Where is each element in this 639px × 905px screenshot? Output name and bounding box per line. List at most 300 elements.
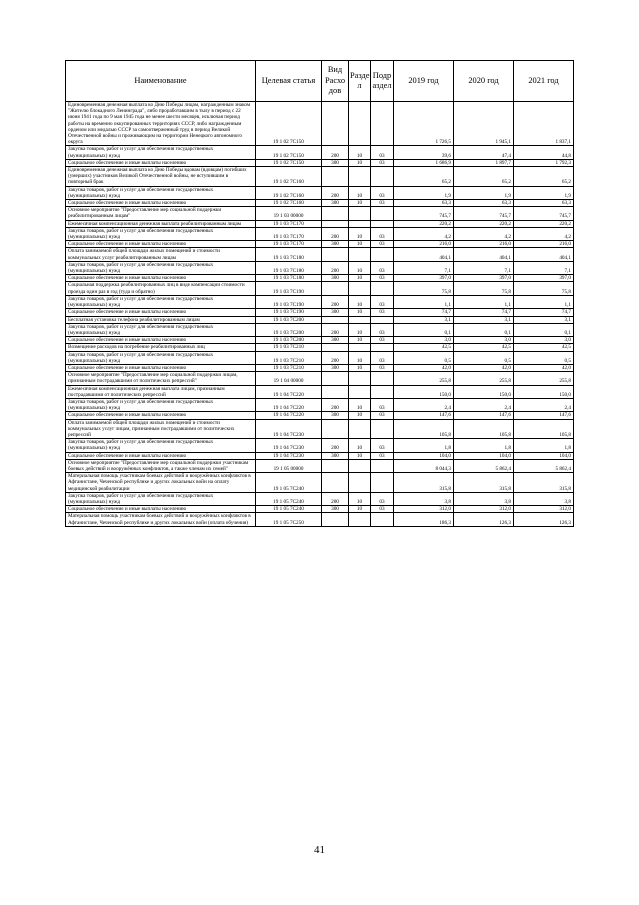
cell-subsection	[371, 372, 394, 385]
cell-2021: 220,2	[514, 220, 574, 227]
table-row	[66, 146, 574, 159]
cell-subsection	[371, 102, 394, 146]
cell-2019: 1,8	[394, 439, 454, 452]
table-row	[66, 167, 574, 187]
cell-target-article: 19 1 02 7С160	[256, 167, 322, 187]
cell-section: 10	[349, 351, 371, 364]
cell-section	[349, 473, 371, 493]
cell-2019: 312,0	[394, 506, 454, 513]
cell-2020: 104,0	[454, 452, 514, 459]
cell-section: 10	[349, 241, 371, 248]
cell-section: 10	[349, 492, 371, 505]
table-row	[66, 207, 574, 220]
cell-section	[349, 513, 371, 526]
cell-2019: 404,1	[394, 248, 454, 261]
cell-subsection: 03	[371, 261, 394, 274]
table-row	[66, 439, 574, 452]
cell-section	[349, 167, 371, 187]
cell-subsection: 03	[371, 159, 394, 166]
cell-expense-type: 300	[322, 364, 349, 371]
cell-2020: 1,8	[454, 439, 514, 452]
cell-name: Основное мероприятие "Предоставление мер социальной поддержки лицам, признанным пострадавшими от политических репрессий"	[66, 372, 256, 385]
cell-name: Единовременная денежная выплата ко Дню Победы вдовам (вдовцам) погибших (умерших) участников Великой Отечественной войны, не вступившим в повторный брак	[66, 167, 256, 187]
cell-subsection	[371, 344, 394, 351]
table-row	[66, 398, 574, 411]
cell-name: Закупка товаров, работ и услуг для обеспечения государственных (муниципальных) нужд	[66, 186, 256, 199]
cell-2020: 745,7	[454, 207, 514, 220]
cell-2019: 186,3	[394, 513, 454, 526]
cell-subsection: 03	[371, 412, 394, 419]
cell-expense-type	[322, 102, 349, 146]
cell-target-article: 19 1 05 7С250	[256, 513, 322, 526]
cell-2020: 255,8	[454, 372, 514, 385]
cell-name: Социальное обеспечение и иные выплаты населению	[66, 200, 256, 207]
cell-2021: 3,8	[514, 492, 574, 505]
cell-2020: 1,1	[454, 295, 514, 308]
cell-2019: 216,0	[394, 241, 454, 248]
cell-name: Социальное обеспечение и иные выплаты населению	[66, 452, 256, 459]
cell-2019: 42,0	[394, 364, 454, 371]
cell-name: Закупка товаров, работ и услуг для обеспечения государственных (муниципальных) нужд	[66, 398, 256, 411]
table-row	[66, 102, 574, 146]
table-row	[66, 220, 574, 227]
cell-2021: 7,1	[514, 261, 574, 274]
cell-2021: 1 837,1	[514, 102, 574, 146]
cell-subsection: 03	[371, 452, 394, 459]
cell-2020: 42,5	[454, 344, 514, 351]
cell-2019: 255,8	[394, 372, 454, 385]
table-row	[66, 412, 574, 419]
cell-target-article: 19 1 03 00000	[256, 207, 322, 220]
cell-2019: 147,6	[394, 412, 454, 419]
cell-2021: 1 792,3	[514, 159, 574, 166]
cell-expense-type	[322, 513, 349, 526]
cell-target-article: 19 1 02 7С160	[256, 186, 322, 199]
cell-subsection	[371, 282, 394, 295]
cell-subsection	[371, 385, 394, 398]
cell-2019: 397,0	[394, 275, 454, 282]
cell-name: Закупка товаров, работ и услуг для обеспечения государственных (муниципальных) нужд	[66, 261, 256, 274]
table-header	[66, 61, 574, 102]
table-row	[66, 186, 574, 199]
cell-section	[349, 248, 371, 261]
cell-2021: 75,8	[514, 282, 574, 295]
cell-2019: 75,8	[394, 282, 454, 295]
cell-subsection: 03	[371, 200, 394, 207]
cell-subsection: 03	[371, 241, 394, 248]
cell-2021: 404,1	[514, 248, 574, 261]
cell-expense-type	[322, 167, 349, 187]
header-expense-type: Вид Расхо дов	[322, 61, 349, 102]
cell-2020: 0,5	[454, 351, 514, 364]
cell-2020: 75,8	[454, 282, 514, 295]
table-row	[66, 419, 574, 439]
cell-section	[349, 316, 371, 323]
cell-name: Социальное обеспечение и иные выплаты населению	[66, 241, 256, 248]
cell-target-article: 19 1 03 7С170	[256, 241, 322, 248]
cell-target-article: 19 1 05 00000	[256, 459, 322, 472]
cell-2020: 404,1	[454, 248, 514, 261]
cell-subsection: 03	[371, 351, 394, 364]
cell-2020: 312,0	[454, 506, 514, 513]
cell-target-article: 19 1 03 7С210	[256, 364, 322, 371]
cell-2019: 39,6	[394, 146, 454, 159]
cell-section	[349, 220, 371, 227]
table-row	[66, 227, 574, 240]
table-row	[66, 372, 574, 385]
cell-name: Бесплатная установка телефона реабилитированным лицам	[66, 316, 256, 323]
cell-target-article: 19 1 03 7С170	[256, 227, 322, 240]
cell-subsection: 03	[371, 323, 394, 336]
cell-name: Материальная помощь участникам боевых действий и вооружённых конфликтов в Афганистане, Чеченской республике и других локальных войн на оплату медицинской реабилитации	[66, 473, 256, 493]
cell-2020: 220,2	[454, 220, 514, 227]
cell-target-article: 19 1 04 7С230	[256, 439, 322, 452]
cell-target-article: 19 1 04 7С230	[256, 452, 322, 459]
cell-2019: 42,5	[394, 344, 454, 351]
cell-expense-type: 200	[322, 492, 349, 505]
cell-target-article: 19 1 05 7С240	[256, 492, 322, 505]
cell-expense-type: 200	[322, 323, 349, 336]
cell-name: Закупка товаров, работ и услуг для обеспечения государственных (муниципальных) нужд	[66, 351, 256, 364]
cell-2020: 65,2	[454, 167, 514, 187]
cell-2021: 0,1	[514, 323, 574, 336]
cell-2019: 1,9	[394, 186, 454, 199]
cell-2020: 315,8	[454, 473, 514, 493]
cell-2019: 74,7	[394, 309, 454, 316]
header-name: Наименование	[66, 61, 256, 102]
cell-2019: 104,0	[394, 452, 454, 459]
table-row	[66, 452, 574, 459]
table-row	[66, 309, 574, 316]
cell-subsection: 03	[371, 398, 394, 411]
cell-subsection: 03	[371, 309, 394, 316]
cell-2021: 5 862,4	[514, 459, 574, 472]
cell-section: 10	[349, 337, 371, 344]
table-row	[66, 337, 574, 344]
cell-name: Основное мероприятие "Предоставление мер социальной поддержки участникам боевых действий и вооружённых конфликтов, а также членам их семей"	[66, 459, 256, 472]
cell-2019: 3,8	[394, 492, 454, 505]
cell-target-article: 19 1 03 7С210	[256, 351, 322, 364]
cell-2021: 3,1	[514, 316, 574, 323]
cell-2019: 1 686,9	[394, 159, 454, 166]
cell-subsection: 03	[371, 275, 394, 282]
table-row	[66, 364, 574, 371]
cell-2021: 0,5	[514, 351, 574, 364]
table-row	[66, 344, 574, 351]
cell-subsection	[371, 473, 394, 493]
cell-subsection: 03	[371, 295, 394, 308]
cell-subsection	[371, 459, 394, 472]
cell-2021: 2,4	[514, 398, 574, 411]
cell-target-article: 19 1 03 7С190	[256, 282, 322, 295]
header-subsection: Подр аздел	[371, 61, 394, 102]
cell-name: Единовременная денежная выплата ко Дню Победы лицам, награжденным знаком "Жителю блокадного Ленинграда", либо проработавшим в тылу в период с 22 июня 1941 года по 9 мая 1945 года не менее шести месяцев, исключая период работы на временно оккупированных территориях СССР, либо награжденным орденом или медалью СССР за самоотверженный труд в период Великой Отечественной войны и проживающим на территории Ненецкого автономного округа	[66, 102, 256, 146]
cell-target-article: 19 1 03 7С190	[256, 309, 322, 316]
cell-name: Закупка товаров, работ и услуг для обеспечения государственных (муниципальных) нужд	[66, 323, 256, 336]
cell-2019: 150,0	[394, 385, 454, 398]
cell-2020: 216,0	[454, 241, 514, 248]
cell-expense-type: 300	[322, 200, 349, 207]
table-row	[66, 275, 574, 282]
cell-name: Закупка товаров, работ и услуг для обеспечения государственных (муниципальных) нужд	[66, 492, 256, 505]
cell-name: Основное мероприятие "Предоставление мер социальной поддержки реабилитированным лицам"	[66, 207, 256, 220]
cell-section: 10	[349, 146, 371, 159]
cell-2021: 104,0	[514, 452, 574, 459]
page-number: 41	[314, 844, 325, 856]
table-row	[66, 248, 574, 261]
cell-section: 10	[349, 323, 371, 336]
cell-2019: 0,5	[394, 351, 454, 364]
table-row	[66, 241, 574, 248]
cell-2019: 7,1	[394, 261, 454, 274]
cell-subsection	[371, 167, 394, 187]
cell-2020: 105,8	[454, 419, 514, 439]
cell-subsection	[371, 316, 394, 323]
cell-2019: 4,2	[394, 227, 454, 240]
cell-name: Оплата занимаемой общей площади жилых помещений и стоимости коммунальных услуг лицам, признанным пострадавшими от политических репрессий	[66, 419, 256, 439]
cell-section	[349, 344, 371, 351]
table-row	[66, 282, 574, 295]
cell-name: Ежемесячная компенсационная денежная выплата лицам, признанным пострадавшими от политических репрессий	[66, 385, 256, 398]
cell-subsection: 03	[371, 439, 394, 452]
table-row	[66, 159, 574, 166]
cell-expense-type: 200	[322, 398, 349, 411]
cell-2021: 1,1	[514, 295, 574, 308]
header-year-2019: 2019 год	[394, 61, 454, 102]
cell-target-article: 19 1 02 7С150	[256, 159, 322, 166]
table-body	[66, 102, 574, 527]
cell-expense-type: 200	[322, 261, 349, 274]
table-row	[66, 459, 574, 472]
cell-target-article: 19 1 03 7С200	[256, 337, 322, 344]
cell-expense-type	[322, 207, 349, 220]
cell-expense-type: 300	[322, 241, 349, 248]
cell-section: 10	[349, 309, 371, 316]
cell-expense-type: 300	[322, 275, 349, 282]
cell-section	[349, 207, 371, 220]
table-row	[66, 385, 574, 398]
cell-target-article: 19 1 05 7С240	[256, 473, 322, 493]
cell-name: Ежемесячная компенсационная денежная выплата реабилитированным лицам	[66, 220, 256, 227]
cell-subsection: 03	[371, 146, 394, 159]
cell-name: Закупка товаров, работ и услуг для обеспечения государственных (муниципальных) нужд	[66, 146, 256, 159]
cell-target-article: 19 1 03 7С170	[256, 220, 322, 227]
cell-2020: 150,0	[454, 385, 514, 398]
cell-name: Закупка товаров, работ и услуг для обеспечения государственных (муниципальных) нужд	[66, 227, 256, 240]
cell-expense-type: 300	[322, 506, 349, 513]
cell-target-article: 19 1 04 7С230	[256, 419, 322, 439]
cell-target-article: 19 1 04 7С220	[256, 385, 322, 398]
cell-expense-type	[322, 459, 349, 472]
cell-2020: 47,4	[454, 146, 514, 159]
cell-section	[349, 385, 371, 398]
table-row	[66, 200, 574, 207]
header-section: Разде л	[349, 61, 371, 102]
cell-expense-type: 200	[322, 439, 349, 452]
cell-target-article: 19 1 03 7С190	[256, 295, 322, 308]
budget-table	[65, 60, 574, 527]
cell-2021: 150,0	[514, 385, 574, 398]
cell-expense-type: 200	[322, 351, 349, 364]
cell-2021: 4,2	[514, 227, 574, 240]
cell-expense-type: 300	[322, 159, 349, 166]
table-row	[66, 351, 574, 364]
cell-target-article: 19 1 02 7С150	[256, 146, 322, 159]
cell-target-article: 19 1 03 7С180	[256, 248, 322, 261]
cell-2021: 216,0	[514, 241, 574, 248]
cell-subsection: 03	[371, 492, 394, 505]
cell-expense-type	[322, 385, 349, 398]
cell-2021: 315,8	[514, 473, 574, 493]
cell-2020: 1,9	[454, 186, 514, 199]
cell-2021: 105,8	[514, 419, 574, 439]
cell-target-article: 19 1 04 7С220	[256, 398, 322, 411]
cell-section: 10	[349, 506, 371, 513]
cell-expense-type	[322, 372, 349, 385]
cell-target-article: 19 1 03 7С200	[256, 323, 322, 336]
cell-section: 10	[349, 452, 371, 459]
cell-2020: 3,0	[454, 337, 514, 344]
cell-section: 10	[349, 159, 371, 166]
cell-section: 10	[349, 261, 371, 274]
cell-2021: 312,0	[514, 506, 574, 513]
cell-2020: 126,3	[454, 513, 514, 526]
header-row	[66, 61, 574, 102]
cell-name: Закупка товаров, работ и услуг для обеспечения государственных (муниципальных) нужд	[66, 439, 256, 452]
cell-2021: 147,6	[514, 412, 574, 419]
cell-expense-type: 200	[322, 295, 349, 308]
cell-target-article: 19 1 05 7С240	[256, 506, 322, 513]
cell-section	[349, 372, 371, 385]
cell-section: 10	[349, 227, 371, 240]
cell-2019: 220,2	[394, 220, 454, 227]
cell-2019: 3,1	[394, 316, 454, 323]
cell-subsection	[371, 248, 394, 261]
table-row	[66, 316, 574, 323]
cell-2020: 5 862,4	[454, 459, 514, 472]
cell-section: 10	[349, 200, 371, 207]
cell-section: 10	[349, 275, 371, 282]
cell-expense-type	[322, 473, 349, 493]
cell-2020: 1 897,7	[454, 159, 514, 166]
cell-target-article: 19 1 02 7С150	[256, 102, 322, 146]
cell-2019: 2,4	[394, 398, 454, 411]
table-row	[66, 261, 574, 274]
cell-name: Закупка товаров, работ и услуг для обеспечения государственных (муниципальных) нужд	[66, 295, 256, 308]
cell-section: 10	[349, 412, 371, 419]
cell-subsection	[371, 220, 394, 227]
cell-name: Социальное обеспечение и иные выплаты населению	[66, 364, 256, 371]
cell-subsection: 03	[371, 506, 394, 513]
cell-expense-type: 200	[322, 227, 349, 240]
cell-2020: 397,0	[454, 275, 514, 282]
cell-name: Социальное обеспечение и иные выплаты населению	[66, 337, 256, 344]
cell-2021: 44,8	[514, 146, 574, 159]
cell-subsection	[371, 207, 394, 220]
cell-expense-type	[322, 248, 349, 261]
cell-2020: 2,4	[454, 398, 514, 411]
cell-2021: 74,7	[514, 309, 574, 316]
cell-2021: 63,3	[514, 200, 574, 207]
cell-section: 10	[349, 186, 371, 199]
cell-target-article: 19 1 03 7С210	[256, 344, 322, 351]
cell-2021: 397,0	[514, 275, 574, 282]
cell-2019: 8 044,3	[394, 459, 454, 472]
cell-expense-type: 300	[322, 337, 349, 344]
cell-2019: 63,3	[394, 200, 454, 207]
cell-expense-type: 300	[322, 452, 349, 459]
cell-target-article: 19 1 03 7С200	[256, 316, 322, 323]
cell-2020: 42,0	[454, 364, 514, 371]
cell-name: Возмещение расходов на погребение реабилитированных лиц	[66, 344, 256, 351]
cell-subsection	[371, 419, 394, 439]
cell-name: Социальное обеспечение и иные выплаты населению	[66, 159, 256, 166]
cell-subsection: 03	[371, 337, 394, 344]
table-row	[66, 323, 574, 336]
cell-2020: 4,2	[454, 227, 514, 240]
cell-2020: 7,1	[454, 261, 514, 274]
cell-section	[349, 282, 371, 295]
cell-2021: 1,9	[514, 186, 574, 199]
cell-2020: 0,1	[454, 323, 514, 336]
cell-2021: 255,8	[514, 372, 574, 385]
cell-2020: 1 945,1	[454, 102, 514, 146]
cell-section: 10	[349, 439, 371, 452]
cell-name: Социальная поддержка реабилитированных лиц в виде компенсации стоимости проезда один раз в год (туда и обратно)	[66, 282, 256, 295]
cell-2021: 3,0	[514, 337, 574, 344]
cell-2021: 65,2	[514, 167, 574, 187]
cell-subsection: 03	[371, 227, 394, 240]
cell-subsection	[371, 513, 394, 526]
cell-2019: 745,7	[394, 207, 454, 220]
table-row	[66, 473, 574, 493]
header-year-2021: 2021 год	[514, 61, 574, 102]
cell-2021: 42,5	[514, 344, 574, 351]
cell-2021: 1,8	[514, 439, 574, 452]
cell-expense-type	[322, 316, 349, 323]
cell-name: Материальная помощь участникам боевых действий и вооружённых конфликтов в Афганистане, Чеченской республике и других локальных войн (оплата обучения)	[66, 513, 256, 526]
cell-section: 10	[349, 398, 371, 411]
cell-2021: 126,3	[514, 513, 574, 526]
cell-target-article: 19 1 04 00000	[256, 372, 322, 385]
cell-target-article: 19 1 02 7С160	[256, 200, 322, 207]
cell-name: Социальное обеспечение и иные выплаты населению	[66, 506, 256, 513]
cell-target-article: 19 1 04 7С220	[256, 412, 322, 419]
cell-expense-type: 200	[322, 146, 349, 159]
cell-2020: 147,6	[454, 412, 514, 419]
cell-2019: 315,8	[394, 473, 454, 493]
cell-section	[349, 102, 371, 146]
cell-expense-type	[322, 220, 349, 227]
cell-2021: 745,7	[514, 207, 574, 220]
table-row	[66, 492, 574, 505]
cell-target-article: 19 1 03 7С180	[256, 261, 322, 274]
cell-name: Социальное обеспечение и иные выплаты населению	[66, 275, 256, 282]
cell-2019: 3,0	[394, 337, 454, 344]
cell-expense-type	[322, 419, 349, 439]
cell-expense-type	[322, 344, 349, 351]
cell-section: 10	[349, 364, 371, 371]
header-year-2020: 2020 год	[454, 61, 514, 102]
cell-subsection: 03	[371, 364, 394, 371]
cell-2020: 63,3	[454, 200, 514, 207]
cell-section: 10	[349, 295, 371, 308]
cell-2020: 3,1	[454, 316, 514, 323]
cell-2020: 3,8	[454, 492, 514, 505]
table-row	[66, 295, 574, 308]
table-row	[66, 513, 574, 526]
table-row	[66, 506, 574, 513]
